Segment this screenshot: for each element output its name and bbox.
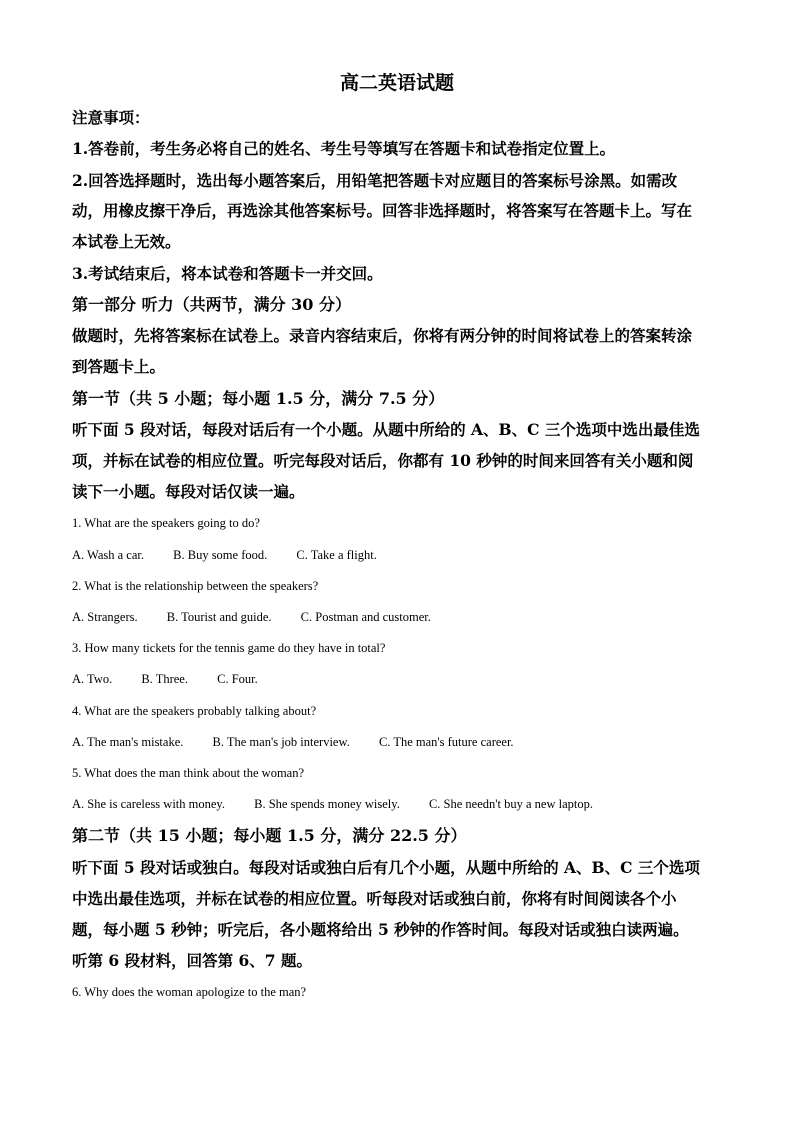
- option-a: A. Two.: [72, 672, 113, 686]
- question-1-options: [72, 546, 377, 564]
- option-b: B. Buy some food.: [173, 548, 268, 562]
- part1-heading: 第一部分 听力（共两节，满分 30 分）: [72, 295, 351, 314]
- question-2-options: [72, 608, 431, 626]
- part1-instruction: 做题时，先将答案标在试卷上。录音内容结束后，你将有两分钟的时间将试卷上的答案转涂: [72, 326, 693, 345]
- option-c: C. She needn't buy a new laptop.: [428, 797, 593, 811]
- page-title: 高二英语试题: [339, 72, 454, 94]
- section1-instruction: 读下一小题。每段对话仅读一遍。: [72, 482, 305, 501]
- notice-item: 动，用橡皮擦干净后，再选涂其他答案标号。回答非选择题时，将答案写在答题卡上。写在: [72, 201, 693, 220]
- section2-instruction: 题，每小题 5 秒钟；听完后，各小题将给出 5 秒钟的作答时间。每段对话或独白读两遍。: [72, 920, 689, 939]
- option-b: B. Three.: [141, 672, 188, 686]
- section2-instruction: 听下面 5 段对话或独白。每段对话或独白后有几个小题，从题中所给的 A、B、C 三个选项: [72, 858, 700, 877]
- option-c: C. The man's future career.: [378, 735, 514, 749]
- notice-item: 3.考试结束后，将本试卷和答题卡一并交回。: [72, 264, 383, 283]
- section2-instruction: 中选出最佳选项，并标在试卷的相应位置。听每段对话或独白前，你将有时间阅读各个小: [72, 889, 677, 908]
- option-a: A. Strangers.: [72, 610, 138, 624]
- question-1: 1. What are the speakers going to do?: [72, 516, 260, 530]
- section1-instruction: 听下面 5 段对话，每段对话后有一个小题。从题中所给的 A、B、C 三个选项中选出最佳选: [72, 420, 700, 439]
- question-6: 6. Why does the woman apologize to the man?: [72, 985, 307, 999]
- section1-instruction: 项，并标在试卷的相应位置。听完每段对话后，你都有 10 秒钟的时间来回答有关小题和阅: [72, 451, 694, 470]
- notice-item: 2.回答选择题时，选出每小题答案后，用铅笔把答题卡对应题目的答案标号涂黑。如需改: [72, 171, 678, 190]
- question-5-options: [72, 795, 593, 813]
- question-3-options: [72, 670, 258, 688]
- option-a: A. Wash a car.: [72, 548, 145, 562]
- material-heading: 听第 6 段材料，回答第 6、7 题。: [72, 951, 312, 970]
- option-a: A. She is careless with money.: [72, 797, 225, 811]
- notice-heading: 注意事项：: [72, 108, 150, 127]
- notice-item: 1.答卷前，考生务必将自己的姓名、考生号等填写在答题卡和试卷指定位置上。: [72, 139, 616, 158]
- notice-item: 本试卷上无效。: [72, 232, 181, 251]
- option-b: B. Tourist and guide.: [166, 610, 272, 624]
- option-c: C. Postman and customer.: [300, 610, 431, 624]
- option-b: B. She spends money wisely.: [254, 797, 400, 811]
- section1-heading: 第一节（共 5 小题；每小题 1.5 分，满分 7.5 分）: [72, 389, 445, 408]
- section2-heading: 第二节（共 15 小题；每小题 1.5 分，满分 22.5 分）: [72, 826, 467, 845]
- option-c: C. Take a flight.: [296, 548, 377, 562]
- option-b: B. The man's job interview.: [212, 735, 350, 749]
- option-a: A. The man's mistake.: [72, 735, 184, 749]
- part1-instruction: 到答题卡上。: [72, 357, 166, 376]
- question-3: 3. How many tickets for the tennis game do they have in total?: [72, 641, 386, 655]
- question-4-options: [72, 733, 514, 751]
- question-2: 2. What is the relationship between the speakers?: [72, 579, 319, 593]
- question-4: 4. What are the speakers probably talking about?: [72, 704, 317, 718]
- question-5: 5. What does the man think about the woman?: [72, 766, 305, 780]
- option-c: C. Four.: [217, 672, 258, 686]
